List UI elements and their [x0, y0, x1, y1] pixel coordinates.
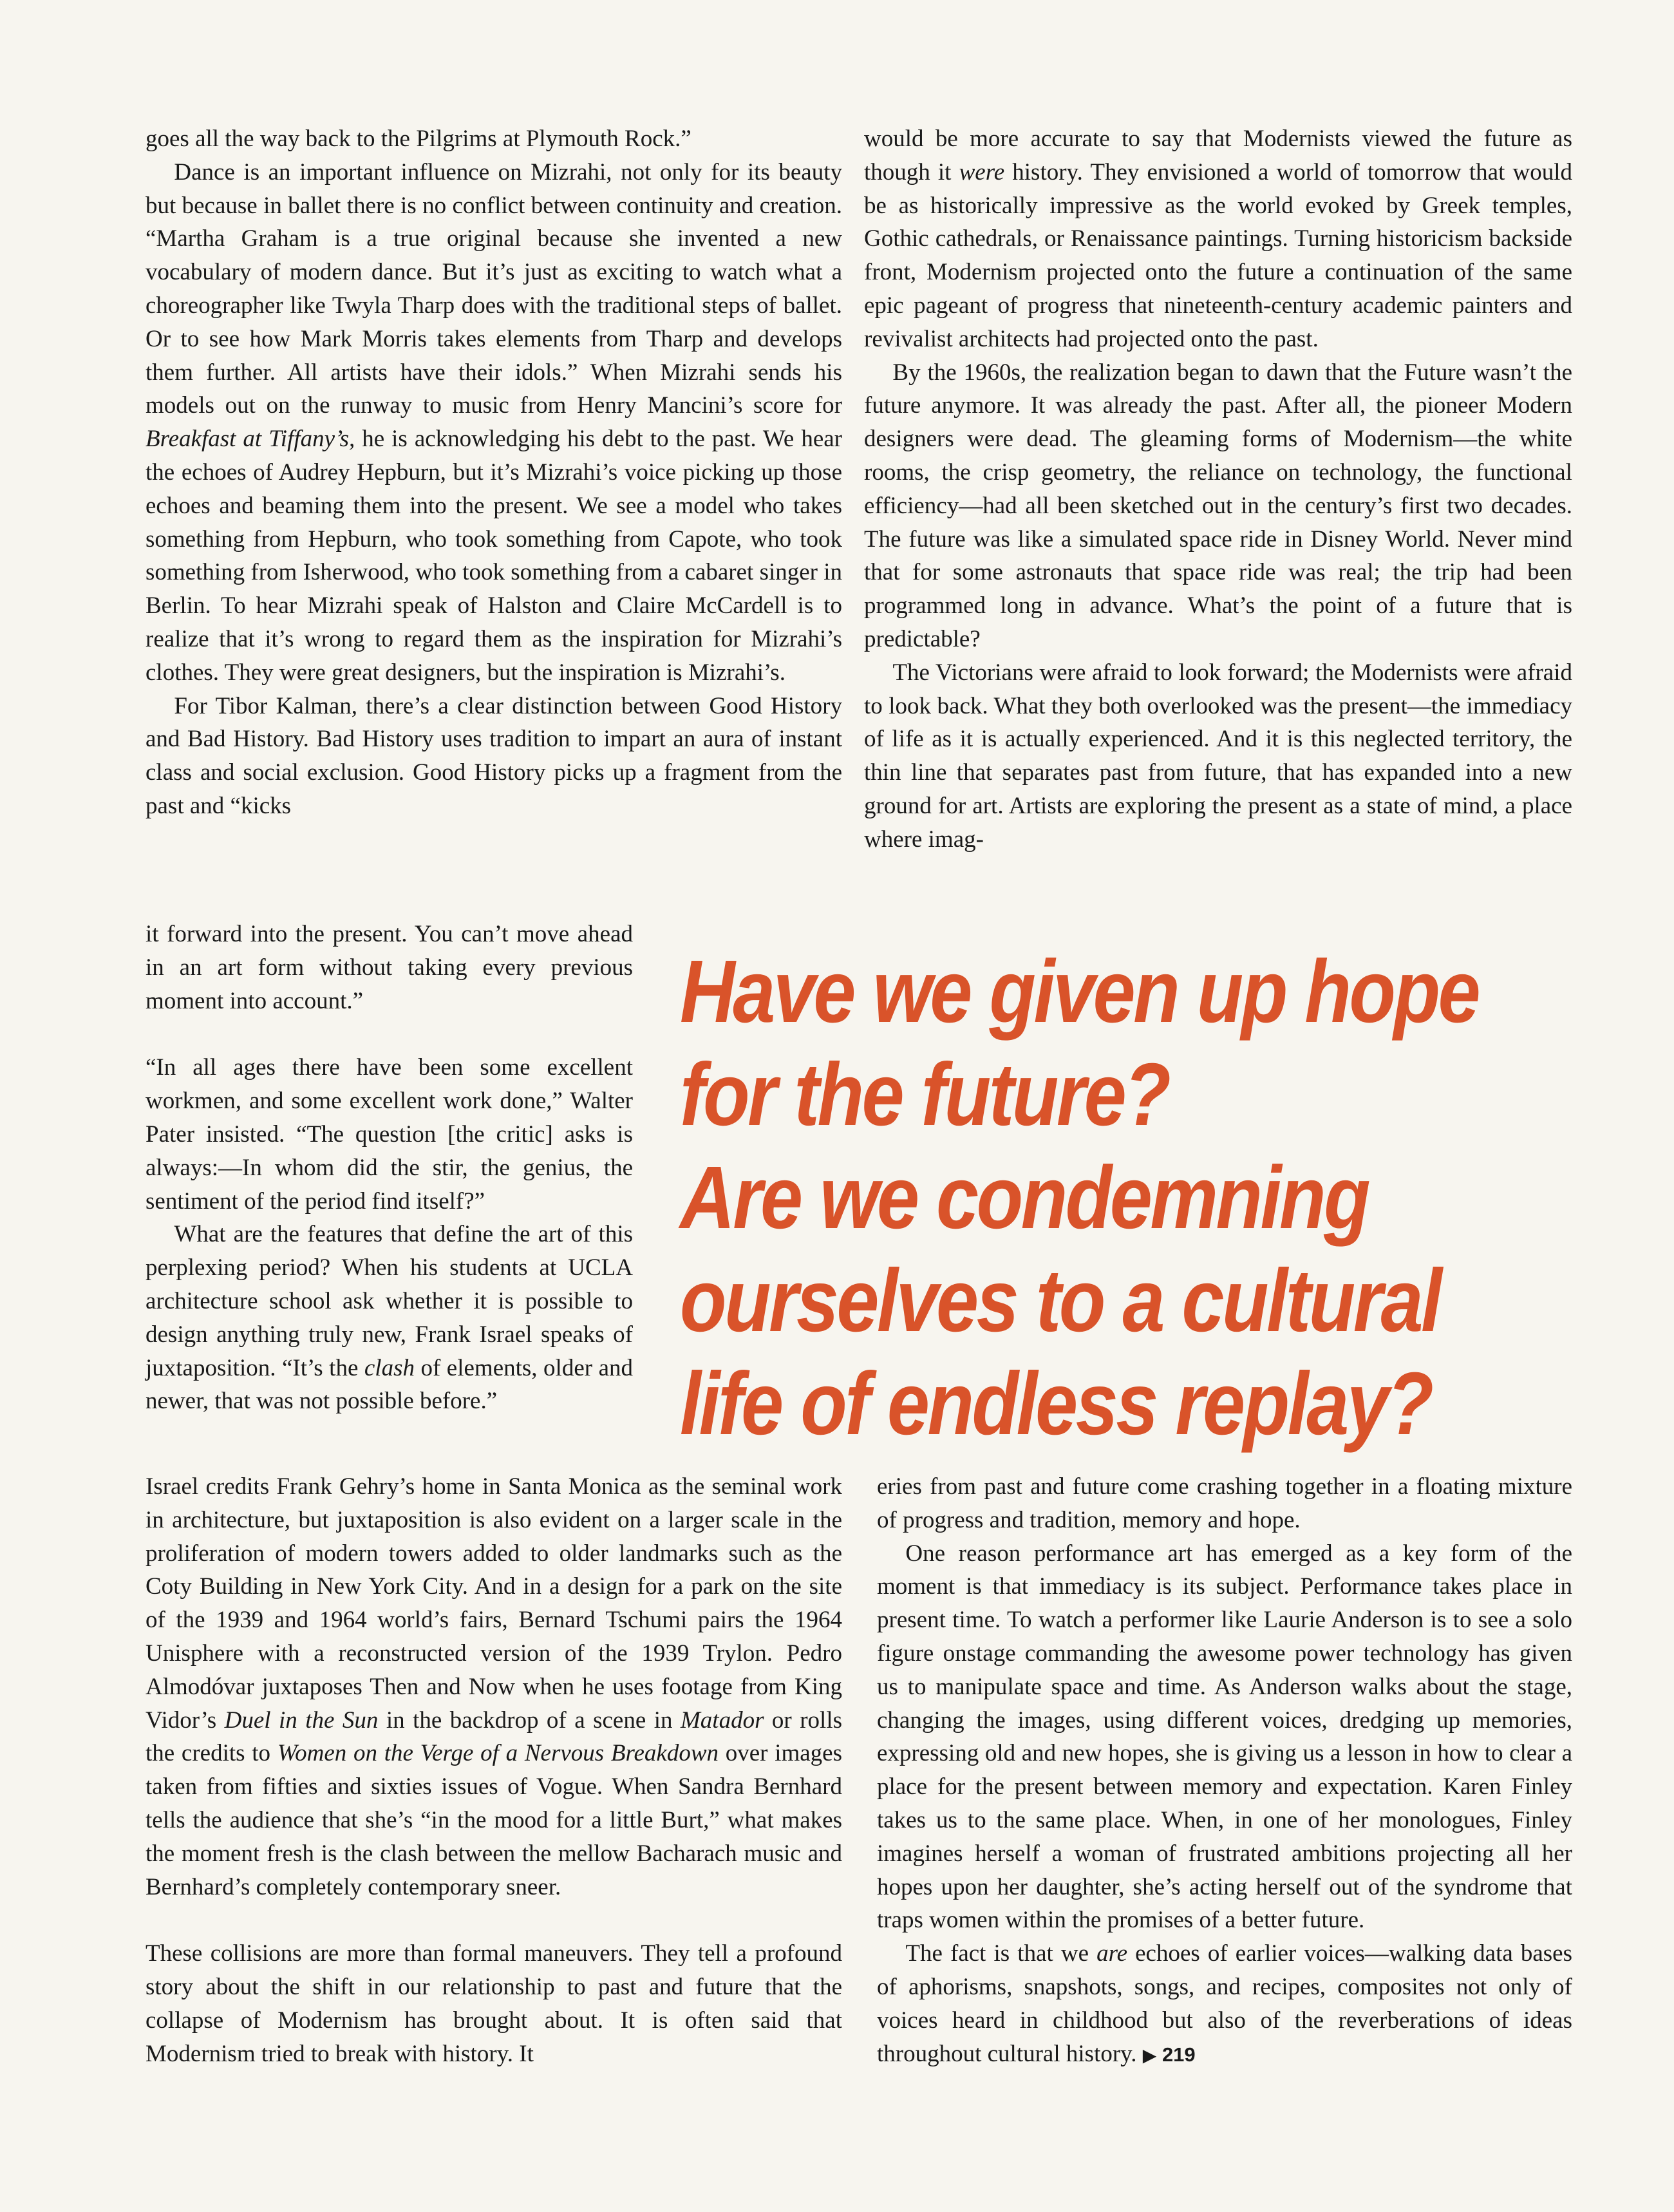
film-title: Breakfast at Tiffany’s,	[146, 426, 355, 453]
paragraph: The fact is that we are echoes of earlier voices—walking data bases of aphorisms, snapshots, songs, and recipes, composites not only of voices heard in childhood but also of the reverberations of ideas throughout cultural history. ▶ 219	[877, 1940, 1572, 2067]
paragraph: would be more accurate to say that Modernists viewed the future as though it were history. They envisioned a world of tomorrow that would be as historically impressive as the world evoked by Greek temples, Gothic cathedrals, or Renaissance paintings. Turning historicism backside front, Modernism projected onto the future a continuation of the same epic pageant of progress that nineteenth-century academic painters and revivalist architects had projected onto the past.	[864, 126, 1572, 352]
paragraph: By the 1960s, the realization began to dawn that the Future wasn’t the future anymore. It was already the past. After all, the pioneer Modern designers were dead. The gleaming forms of Modernism—the white rooms, the crisp geometry, the reliance on technology, the functional efficiency—had all been sketched out in the century’s first two decades. The future was like a simulated space ride in Disney World. Never mind that for some astronauts that space ride was real; the trip had been programmed long in advance. What’s the point of a future that is predictable?	[864, 359, 1572, 652]
article-column-left-top	[146, 122, 842, 823]
pull-quote-line: for the future?	[680, 1045, 1169, 1145]
paragraph: These collisions are more than formal maneuvers. They tell a profound story about the shift in our relationship to past and future that the collapse of Modernism has brought about. It is often said that Modernism tried to break with history. It	[146, 1940, 842, 2067]
article-column-left-narrow	[146, 918, 633, 1418]
emphasis: clash	[364, 1354, 415, 1381]
paragraph: What are the features that define the art of this perplexing period? When his students at UCLA architecture school ask whether it is possible to design anything truly new, Frank Israel speaks of juxtaposition. “It’s the clash of elements, older and newer, that was not possible before.”	[146, 1221, 633, 1415]
continued-page-number: 219	[1161, 2043, 1196, 2066]
paragraph: goes all the way back to the Pilgrims at Plymouth Rock.”	[146, 126, 691, 152]
paragraph: One reason performance art has emerged as a key form of the moment is that immediacy is its subject. Performance takes place in present time. To watch a performer like Laurie Anderson is to see a solo figure onstage commanding the awesome power technology has given us to manipulate space and time. As Anderson walks about the stage, changing the images, using different voices, dredging up memories, expressing old and new hopes, she is giving us a lesson in how to clear a place for the present between memory and expectation. Karen Finley takes us to the same place. When, in one of her monologues, Finley imagines herself a woman of frustrated ambitions projecting all her hopes upon her daughter, she’s acting herself out of the syndrome that traps women within the promises of a better future.	[877, 1540, 1572, 1934]
emphasis: were	[959, 158, 1005, 185]
film-title: Matador	[680, 1706, 764, 1734]
paragraph: Israel credits Frank Gehry’s home in Santa Monica as the seminal work in architecture, but juxtaposition is also evident on a larger scale in the proliferation of modern towers added to older landmarks such as the Coty Building in New York City. And in a design for a park on the site of the 1939 and 1964 world’s fairs, Bernard Tschumi pairs the 1964 Unisphere with a reconstructed version of the 1939 Trylon. Pedro Almodóvar juxtaposes Then and Now when he uses footage from King Vidor’s Duel in the Sun in the backdrop of a scene in Matador or rolls the credits to Women on the Verge of a Nervous Breakdown over images taken from fifties and sixties issues of Vogue. When Sandra Bernhard tells the audience that she’s “in the mood for a little Burt,” what makes the moment fresh is the clash between the mellow Bacharach music and Bernhard’s completely contemporary sneer.	[146, 1473, 842, 1900]
paragraph: it forward into the present. You can’t move ahead in an art form without taking every previous moment into account.”	[146, 921, 633, 1014]
pull-quote-line: ourselves to a cultural	[680, 1251, 1440, 1351]
emphasis: are	[1096, 1940, 1128, 1967]
article-column-right-bottom	[877, 1470, 1572, 2070]
paragraph: For Tibor Kalman, there’s a clear distinction between Good History and Bad History. Bad History uses tradition to impart an aura of instant class and social exclusion. Good History picks up a fragment from the past and “kicks	[146, 692, 842, 819]
paragraph: eries from past and future come crashing together in a floating mixture of progress and tradition, memory and hope.	[877, 1473, 1572, 1533]
pull-quote-line: Are we condemning	[680, 1148, 1369, 1248]
film-title: Women on the Verge of a Nervous Breakdown	[277, 1740, 719, 1767]
film-title: Duel in the Sun	[224, 1706, 379, 1734]
paragraph: The Victorians were afraid to look forward; the Modernists were afraid to look back. What they both overlooked was the present—the immediacy of life as it is actually experienced. And it is this neglected territory, the thin line that separates past from future, that has expanded into a new ground for art. Artists are exploring the present as a state of mind, a place where imag-	[864, 659, 1572, 853]
pull-quote-line: Have we given up hope	[680, 942, 1479, 1041]
paragraph: Dance is an important influence on Mizrahi, not only for its beauty but because in ballet there is no conflict between continuity and creation. “Martha Graham is a true original because she invented a new vocabulary of modern dance. But it’s just as exciting to watch what a choreographer like Twyla Tharp does with the traditional steps of ballet. Or to see how Mark Morris takes elements from Tharp and develops them further. All artists have their idols.” When Mizrahi sends his models out on the runway to music from Henry Mancini’s score for Breakfast at Tiffany’s, he is acknowledging his debt to the past. We hear the echoes of Audrey Hepburn, but it’s Mizrahi’s voice picking up those echoes and beaming them into the present. We see a model who takes something from Hepburn, who took something from Capote, who took something from Isherwood, who took something from a cabaret singer in Berlin. To hear Mizrahi speak of Halston and Claire McCardell is to realize that it’s wrong to regard them as the inspiration for Mizrahi’s clothes. They were great designers, but the inspiration is Mizrahi’s.	[146, 158, 843, 686]
continue-arrow-icon: ▶	[1142, 2045, 1157, 2065]
continued-on-page	[1143, 2043, 1196, 2066]
article-column-left-bottom	[146, 1470, 842, 2071]
pull-quote-line: life of endless replay?	[680, 1354, 1432, 1454]
paragraph: “In all ages there have been some excellent workmen, and some excellent work done,” Walter Pater insisted. “The question [the critic] asks is always:—In whom did the stir, the genius, the sentiment of the period find itself?”	[146, 1054, 633, 1215]
article-column-right-top	[864, 122, 1572, 856]
pull-quote	[680, 940, 1479, 1455]
